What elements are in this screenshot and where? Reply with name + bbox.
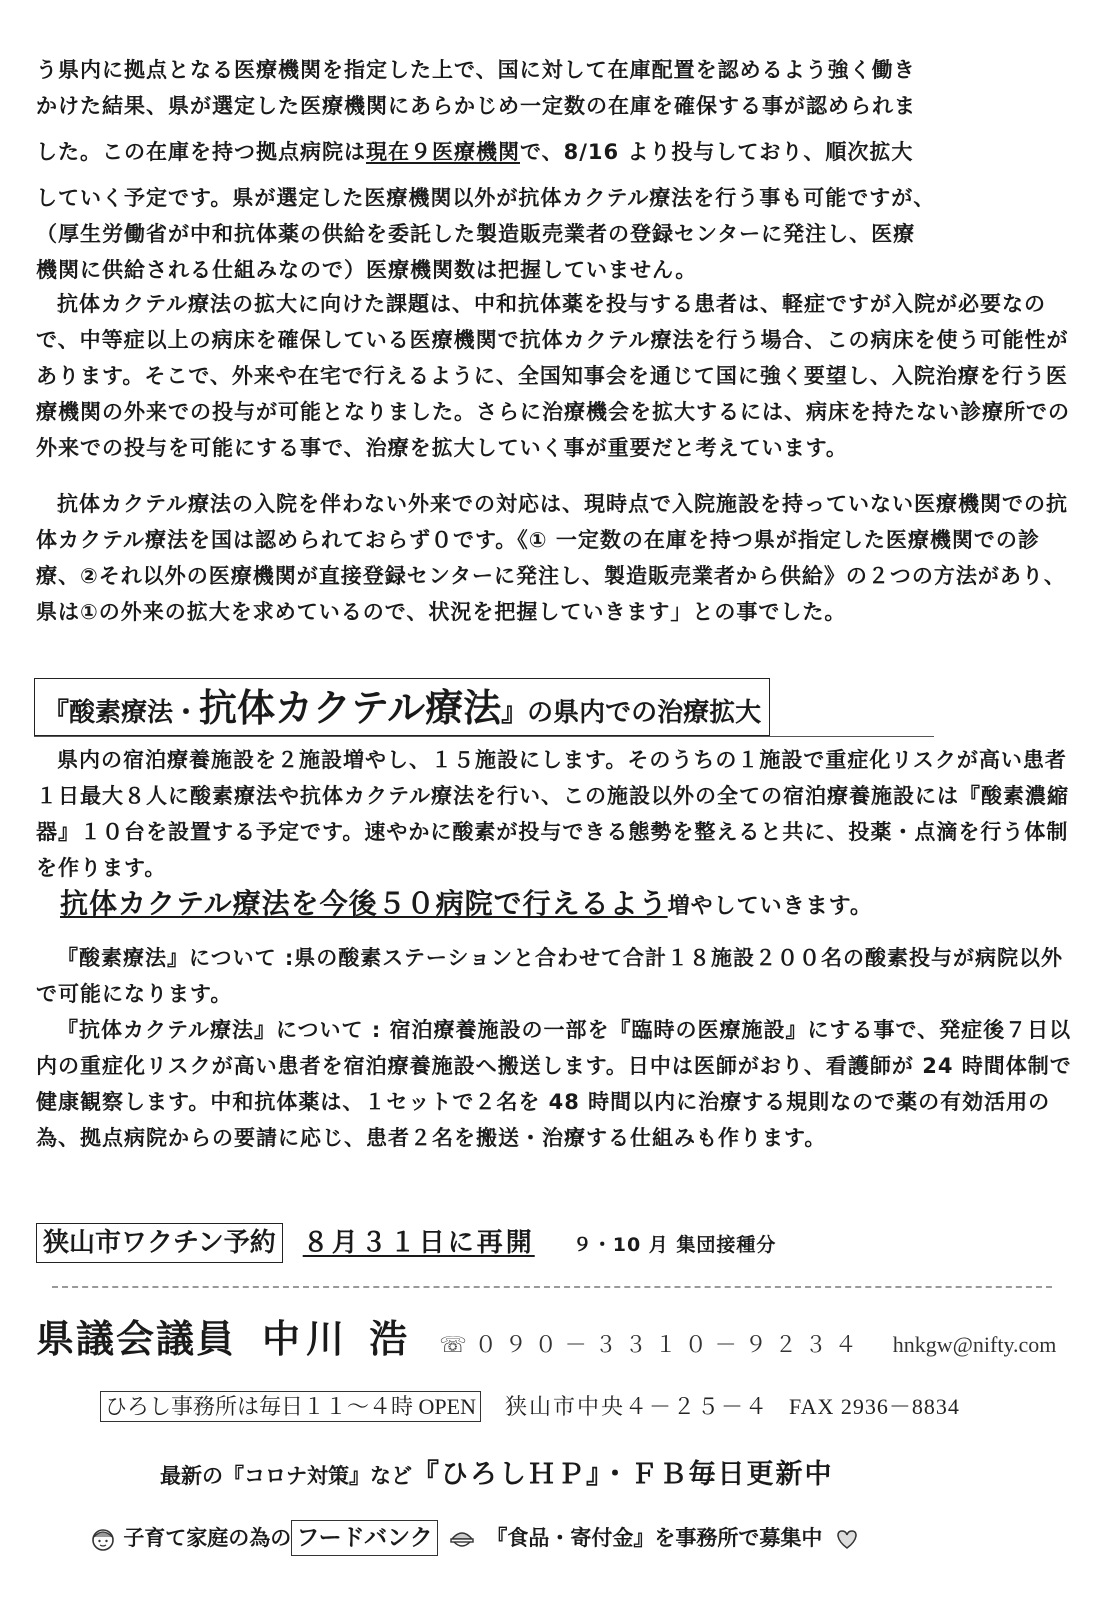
- heart-icon: [826, 1526, 859, 1550]
- vaccine-date: ８月３１日に再開: [302, 1228, 535, 1258]
- text-span: で、8/16 より投与しており、順次拡大: [520, 140, 914, 164]
- paragraph-antibody: 『抗体カクテル療法』について : 宿泊療養施設の一部を『臨時の医療施設』にする事で、発症後７日以内の重症化リスクが高い患者を宿泊療養施設へ搬送します。日中は医師がおり、看護師が 24 時間体制で健康観察します。中和抗体薬は、１セットで２名を 48 時間以内に治療する規則なので薬の有効活用の為、拠点病院からの要請に応じ、患者２名を搬送・治療する仕組みも作ります。: [36, 1018, 1072, 1150]
- text-line: （厚生労働省が中和抗体薬の供給を委託した製造販売業者の登録センターに発注し、医療: [36, 222, 916, 246]
- hp-main: 『ひろしＨＰ』・ＦＢ毎日更新中: [412, 1459, 834, 1490]
- paragraph-facilities: 県内の宿泊療養施設を２施設増やし、１５施設にします。そのうちの１施設で重症化リスクが高い患者１日最大８人に酸素療法や抗体カクテル療法を行い、この施設以外の全ての宿泊療養施設には『酸素濃縮器』１０台を設置する予定です。速やかに酸素が投与できる態勢を整えると共に、投薬・点滴を行う体制を作ります。: [36, 748, 1069, 880]
- paragraph-oxygen: 『酸素療法』について :県の酸素ステーションと合わせて合計１８施設２００名の酸素投与が病院以外で可能になります。: [36, 946, 1064, 1006]
- phone-number: ☏０９０－３３１０－９２３４: [439, 1333, 865, 1358]
- contact-block: [36, 1308, 1056, 1363]
- heading-part: 『酸素療法・: [43, 698, 200, 728]
- office-address: 狭山市中央４－２５－４: [504, 1394, 769, 1419]
- vaccine-label: 狭山市ワクチン予約: [36, 1223, 283, 1263]
- goal-underlined: 抗体カクテル療法を今後５０病院で行えるよう: [60, 887, 668, 920]
- intro-paragraph: [36, 52, 1076, 288]
- email-address[interactable]: hnkgw@nifty.com: [892, 1332, 1057, 1357]
- child-face-icon: [90, 1526, 123, 1550]
- bowl-icon: [442, 1526, 483, 1550]
- foodbank-notice: [90, 1520, 860, 1556]
- vaccine-note: ９・10 月 集団接種分: [572, 1234, 777, 1256]
- member-name: 中川 浩: [262, 1317, 414, 1361]
- office-hours: ひろし事務所は毎日１１～４時 OPEN: [100, 1391, 481, 1422]
- hp-prefix: 最新の『コロナ対策』など: [160, 1464, 412, 1488]
- text-line: 機関に供給される仕組みなので）医療機関数は把握していません。: [36, 258, 698, 282]
- goal-tail: 増やしていきます。: [667, 894, 873, 919]
- divider: [52, 1286, 1052, 1288]
- text-line: かけた結果、県が選定した医療機関にあらかじめ一定数の在庫を確保する事が認められま: [36, 94, 916, 118]
- highlight-hospitals: 現在９医療機関: [366, 140, 520, 164]
- office-info: [100, 1390, 960, 1421]
- heading-part: 』の県内での治療拡大: [501, 698, 762, 728]
- text-span: した。この在庫を持つ拠点病院は: [36, 140, 366, 164]
- member-role: 県議会議員: [36, 1317, 237, 1361]
- section-heading: [34, 678, 770, 736]
- paragraph-outpatient: 抗体カクテル療法の入院を伴わない外来での対応は、現時点で入院施設を持っていない医療機関での抗体カクテル療法を国は認められておらず０です。《① 一定数の在庫を持つ県が指定した医療機関での診療、②それ以外の医療機関が直接登録センターに発注し、製造販売業者から供給》の２つの方法があり、県は①の外来の拡大を求めているので、状況を把握していきます」との事でした。: [36, 492, 1068, 624]
- foodbank-suffix: 『食品・寄付金』を事務所で募集中: [486, 1526, 823, 1550]
- text-line: していく予定です。県が選定した医療機関以外が抗体カクテル療法を行う事も可能ですが、: [36, 186, 936, 210]
- foodbank-prefix: 子育て家庭の為の: [123, 1526, 292, 1550]
- heading-underline: [34, 736, 934, 737]
- vaccine-notice: [36, 1222, 776, 1263]
- fax-number: FAX 2936－8834: [788, 1394, 960, 1419]
- homepage-notice: [160, 1452, 834, 1491]
- text-line: [36, 134, 1076, 170]
- text-line: う県内に拠点となる医療機関を指定した上で、国に対して在庫配置を認めるよう強く働き: [36, 58, 916, 82]
- heading-emphasis: 抗体カクテル療法: [199, 686, 502, 730]
- hospital-goal: [60, 882, 873, 922]
- paragraph-issues: 抗体カクテル療法の拡大に向けた課題は、中和抗体薬を投与する患者は、軽症ですが入院が必要なので、中等症以上の病床を確保している医療機関で抗体カクテル療法を行う場合、この病床を使う可能性があります。そこで、外来や在宅で行えるように、全国知事会を通じて国に強く要望し、入院治療を行う医療機関の外来での投与が可能となりました。さらに治療機会を拡大するには、病床を持たない診療所での外来での投与を可能にする事で、治療を拡大していく事が重要だと考えています。: [36, 292, 1070, 460]
- foodbank-label: フードバンク: [291, 1520, 437, 1556]
